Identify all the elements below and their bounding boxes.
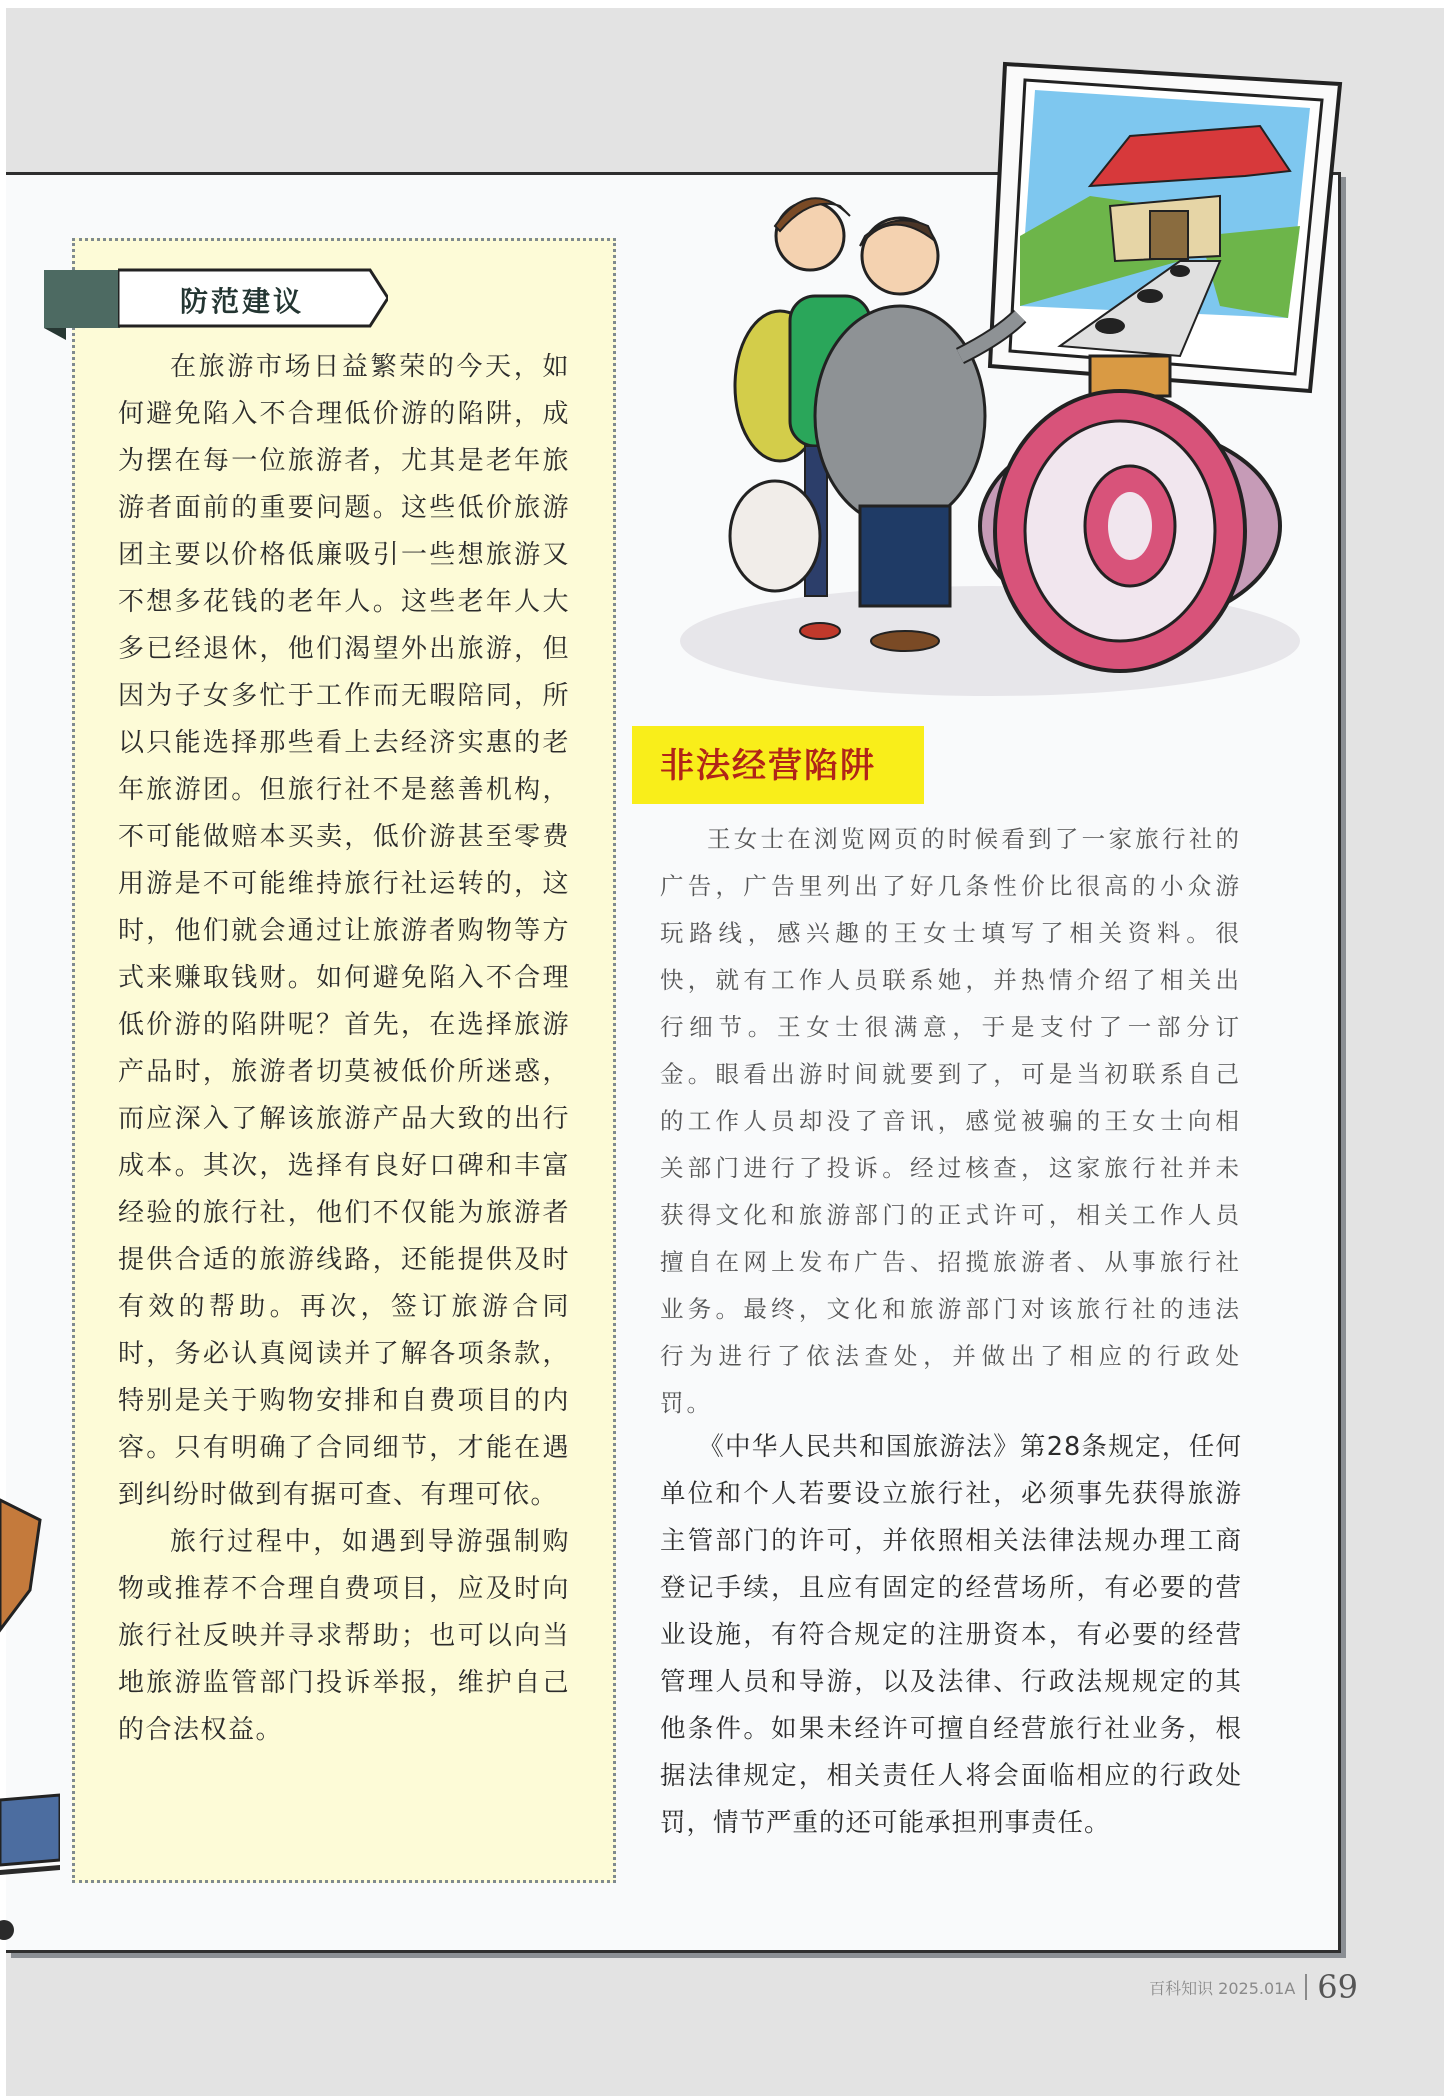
advice-text: [118, 344, 570, 1754]
framed-picture: [990, 64, 1340, 391]
tag-ribbon-block: [44, 270, 120, 328]
advice-paragraph-1: 在旅游市场日益繁荣的今天，如何避免陷入不合理低价游的陷阱，成为摆在每一位旅游者，尤其是老年旅游者面前的重要问题。这些低价旅游团主要以价格低廉吸引一些想旅游又不想多花钱的老年人。这些老年人大多已经退休，他们渴望外出旅游，但因为子女多忙于工作而无暇陪同，所以只能选择那些看上去经济实惠的老年旅游团。但旅行社不是慈善机构，不可能做赔本买卖，低价游甚至零费用游是不可能维持旅行社运转的，这时，他们就会通过让旅游者购物等方式来赚取钱财。如何避免陷入不合理低价游的陷阱呢？首先，在选择旅游产品时，旅游者切莫被低价所迷惑，而应深入了解该旅游产品大致的出行成本。其次，选择有良好口碑和丰富经验的旅行社，他们不仅能为旅游者提供合适的旅游线路，还能提供及时有效的帮助。再次，签订旅游合同时，务必认真阅读并了解各项条款，特别是关于购物安排和自费项目的内容。只有明确了合同细节，才能在遇到纠纷时做到有据可查、有理可依。: [118, 352, 570, 1510]
footer-divider: [1305, 1974, 1307, 2000]
left-edge-decoration: [0, 1480, 60, 1940]
magazine-issue: 百科知识 2025.01A: [1149, 1978, 1296, 1998]
advice-paragraph-2: 旅行过程中，如遇到导游强制购物或推荐不合理自费项目，应及时向旅行社反映并寻求帮助；也可以向当地旅游监管部门投诉举报，维护自己的合法权益。: [118, 1527, 570, 1745]
case-story: 王女士在浏览网页的时候看到了一家旅行社的广告，广告里列出了好几条性价比很高的小众游玩路线，感兴趣的王女士填写了相关资料。很快，就有工作人员联系她，并热情介绍了相关出行细节。王女士很满意，于是支付了一部分订金。眼看出游时间就要到了，可是当初联系自己的工作人员却没了音讯，感觉被骗的王女士向相关部门进行了投诉。经过核查，这家旅行社并未获得文化和旅游部门的正式许可，相关工作人员擅自在网上发布广告、招揽旅游者、从事旅行社业务。最终，文化和旅游部门对该旅行社的违法行为进行了依法查处，并做出了相应的行政处罚。: [660, 825, 1242, 1417]
advice-tag-label: 防范建议: [180, 285, 305, 318]
section-heading: 非法经营陷阱: [660, 746, 876, 786]
law-paragraph: 《中华人民共和国旅游法》第28条规定，任何单位和个人若要设立旅行社，必须事先获得旅游主管部门的许可，并依照相关法律法规办理工商登记手续，且应有固定的经营场所，有必要的营业设施，有符合规定的注册资本，有必要的经营管理人员和导游，以及法律、行政法规规定的其他条件。如果未经许可擅自经营旅行社业务，根据法律规定，相关责任人将会面临相应的行政处罚，情节严重的还可能承担刑事责任。: [660, 1432, 1242, 1838]
page-number: 69: [1317, 1968, 1358, 2006]
tag-ribbon-fold: [44, 328, 66, 340]
page-footer: [1149, 1968, 1358, 2006]
illustration: [660, 56, 1350, 706]
